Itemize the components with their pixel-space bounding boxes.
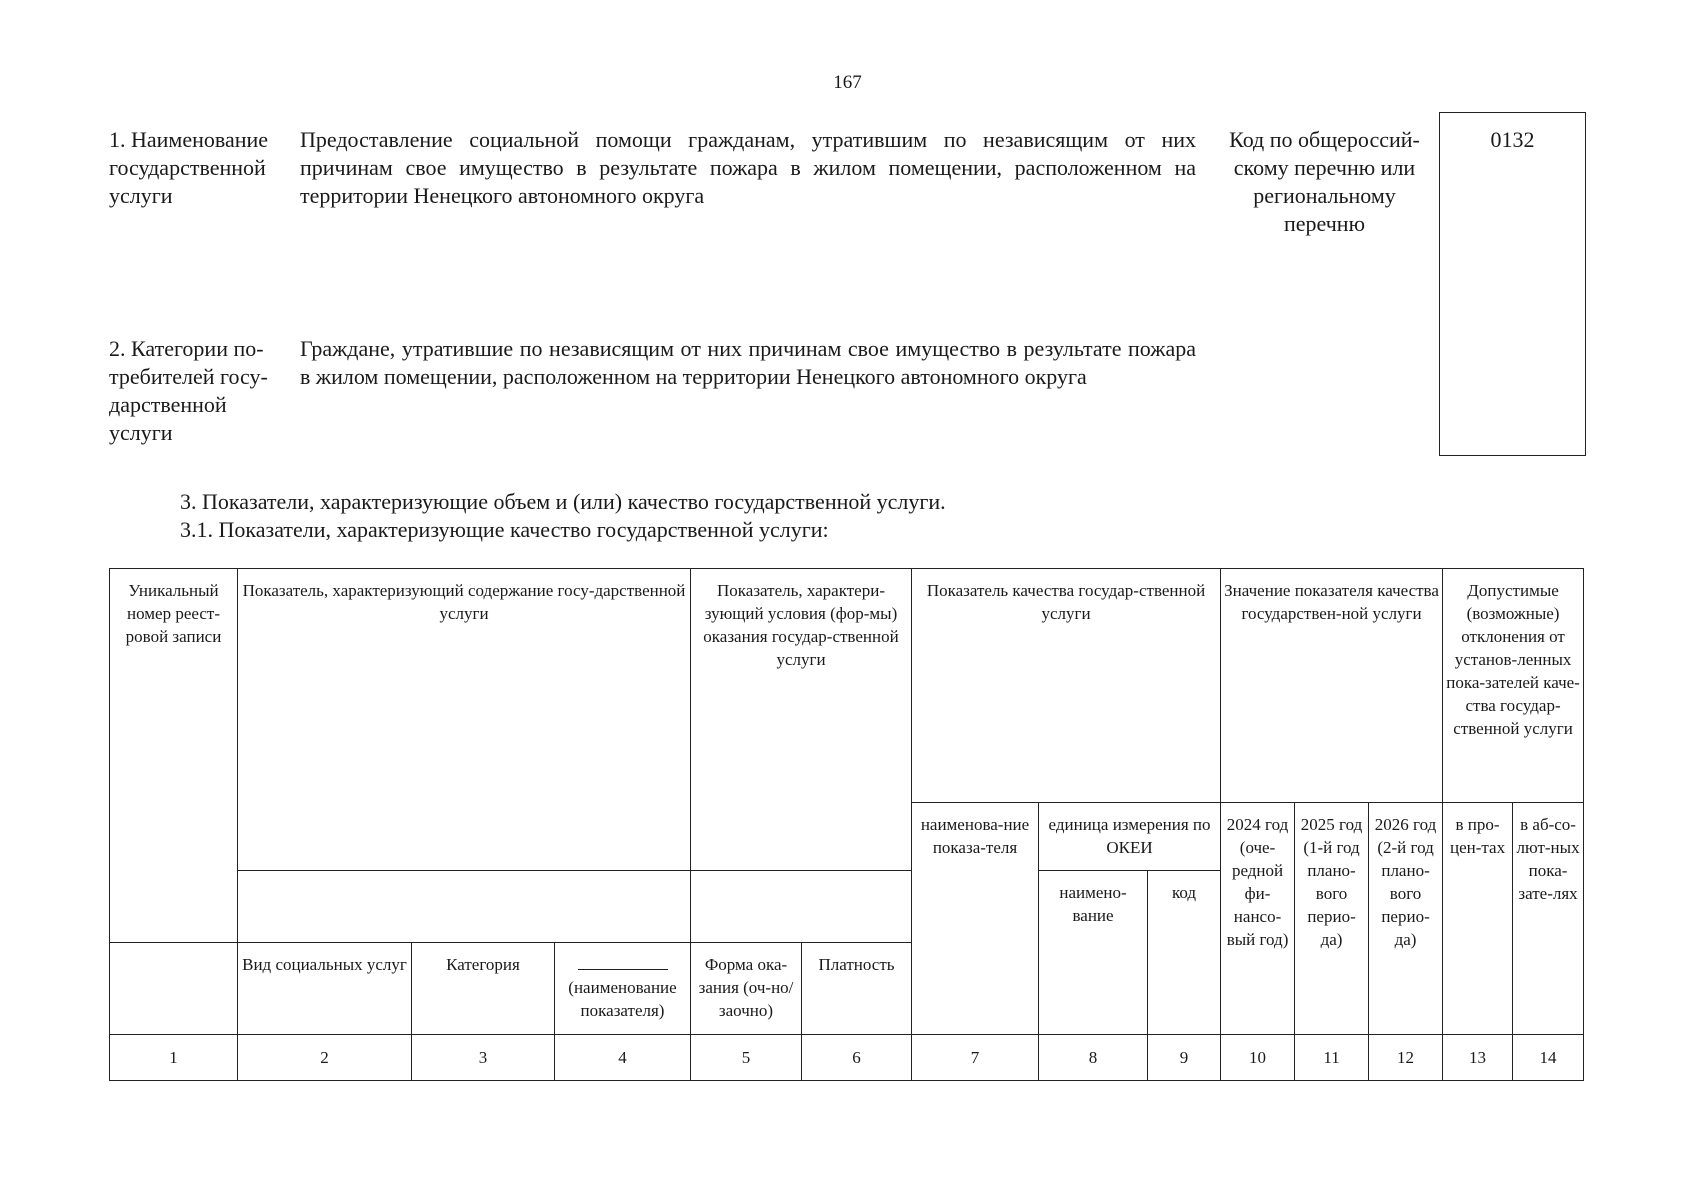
quality-table	[109, 568, 1584, 1081]
header-okei-unit: единица измерения по ОКЕИ	[1039, 803, 1221, 871]
col-number-14: 14	[1513, 1035, 1584, 1081]
page-number: 167	[833, 72, 862, 93]
header-unique-number-tail	[110, 943, 238, 1035]
header-payment: Платность	[802, 943, 912, 1035]
header-indicator-placeholder	[555, 943, 691, 1035]
header-quality-indicator: Показатель качества государ-ственной услуги	[912, 569, 1221, 803]
col-number-7: 7	[912, 1035, 1039, 1081]
col-number-10: 10	[1221, 1035, 1295, 1081]
header-content-indicator: Показатель, характеризующий содержание госу-дарственной услуги	[238, 569, 691, 871]
section1-text: Предоставление социальной помощи гражданам, утратившим по независящим от них причинам свое имущество в результате пожара в жилом помещении, расположенном на территории Ненецкого автономного округа	[300, 127, 1196, 208]
header-unique-number: Уникальный номер реест-ровой записи	[110, 569, 238, 943]
conditions-spacer	[691, 871, 912, 943]
col-number-5: 5	[691, 1035, 802, 1081]
heading-3-1: 3.1. Показатели, характеризующие качество государственной услуги:	[180, 517, 829, 542]
col-number-9: 9	[1148, 1035, 1221, 1081]
blank-underline	[578, 959, 668, 970]
col-number-8: 8	[1039, 1035, 1148, 1081]
header-category: Категория	[412, 943, 555, 1035]
col-number-4: 4	[555, 1035, 691, 1081]
col-number-11: 11	[1295, 1035, 1369, 1081]
col-number-12: 12	[1369, 1035, 1443, 1081]
header-indicator-placeholder-text: (наименование показателя)	[568, 978, 677, 1020]
col-number-1: 1	[110, 1035, 238, 1081]
header-in-absolute: в аб-со-лют-ных пока-зате-лях	[1513, 803, 1584, 1035]
header-conditions-indicator: Показатель, характери-зующий условия (фор-мы) оказания государ-ственной услуги	[691, 569, 912, 871]
heading-3: 3. Показатели, характеризующие объем и (или) качество государственной услуги.	[180, 489, 946, 514]
header-unit-name: наимено-вание	[1039, 871, 1148, 1035]
header-year-2024: 2024 год (оче-редной фи-нансо-вый год)	[1221, 803, 1295, 1035]
header-social-service-kind: Вид социальных услуг	[238, 943, 412, 1035]
section2-text: Граждане, утратившие по независящим от них причинам свое имущество в результате пожара в жилом помещении, расположенном на территории Ненецкого автономного округа	[300, 336, 1196, 389]
header-allowed-deviation: Допустимые (возможные) отклонения от установ-ленных пока-зателей каче-ства государ-ственной услуги	[1443, 569, 1584, 803]
content-spacer	[238, 871, 691, 943]
header-indicator-name: наименова-ние показа-теля	[912, 803, 1039, 1035]
col-number-2: 2	[238, 1035, 412, 1081]
code-value: 0132	[1490, 127, 1535, 152]
header-unit-code: код	[1148, 871, 1221, 1035]
code-label: Код по общероссий-скому перечню или региональному перечню	[1229, 127, 1420, 236]
header-year-2026: 2026 год (2-й год плано-вого перио-да)	[1369, 803, 1443, 1035]
code-box	[1439, 112, 1586, 456]
section2-label: 2. Категории по-требителей госу-дарственной услуги	[109, 336, 268, 445]
header-year-2025: 2025 год (1-й год плано-вого перио-да)	[1295, 803, 1369, 1035]
header-in-percent: в про-цен-тах	[1443, 803, 1513, 1035]
header-indicator-value: Значение показателя качества государствен-ной услуги	[1221, 569, 1443, 803]
section1-label: 1. Наименование государственной услуги	[109, 127, 269, 208]
header-form: Форма ока-зания (оч-но/заочно)	[691, 943, 802, 1035]
col-number-3: 3	[412, 1035, 555, 1081]
col-number-6: 6	[802, 1035, 912, 1081]
col-number-13: 13	[1443, 1035, 1513, 1081]
